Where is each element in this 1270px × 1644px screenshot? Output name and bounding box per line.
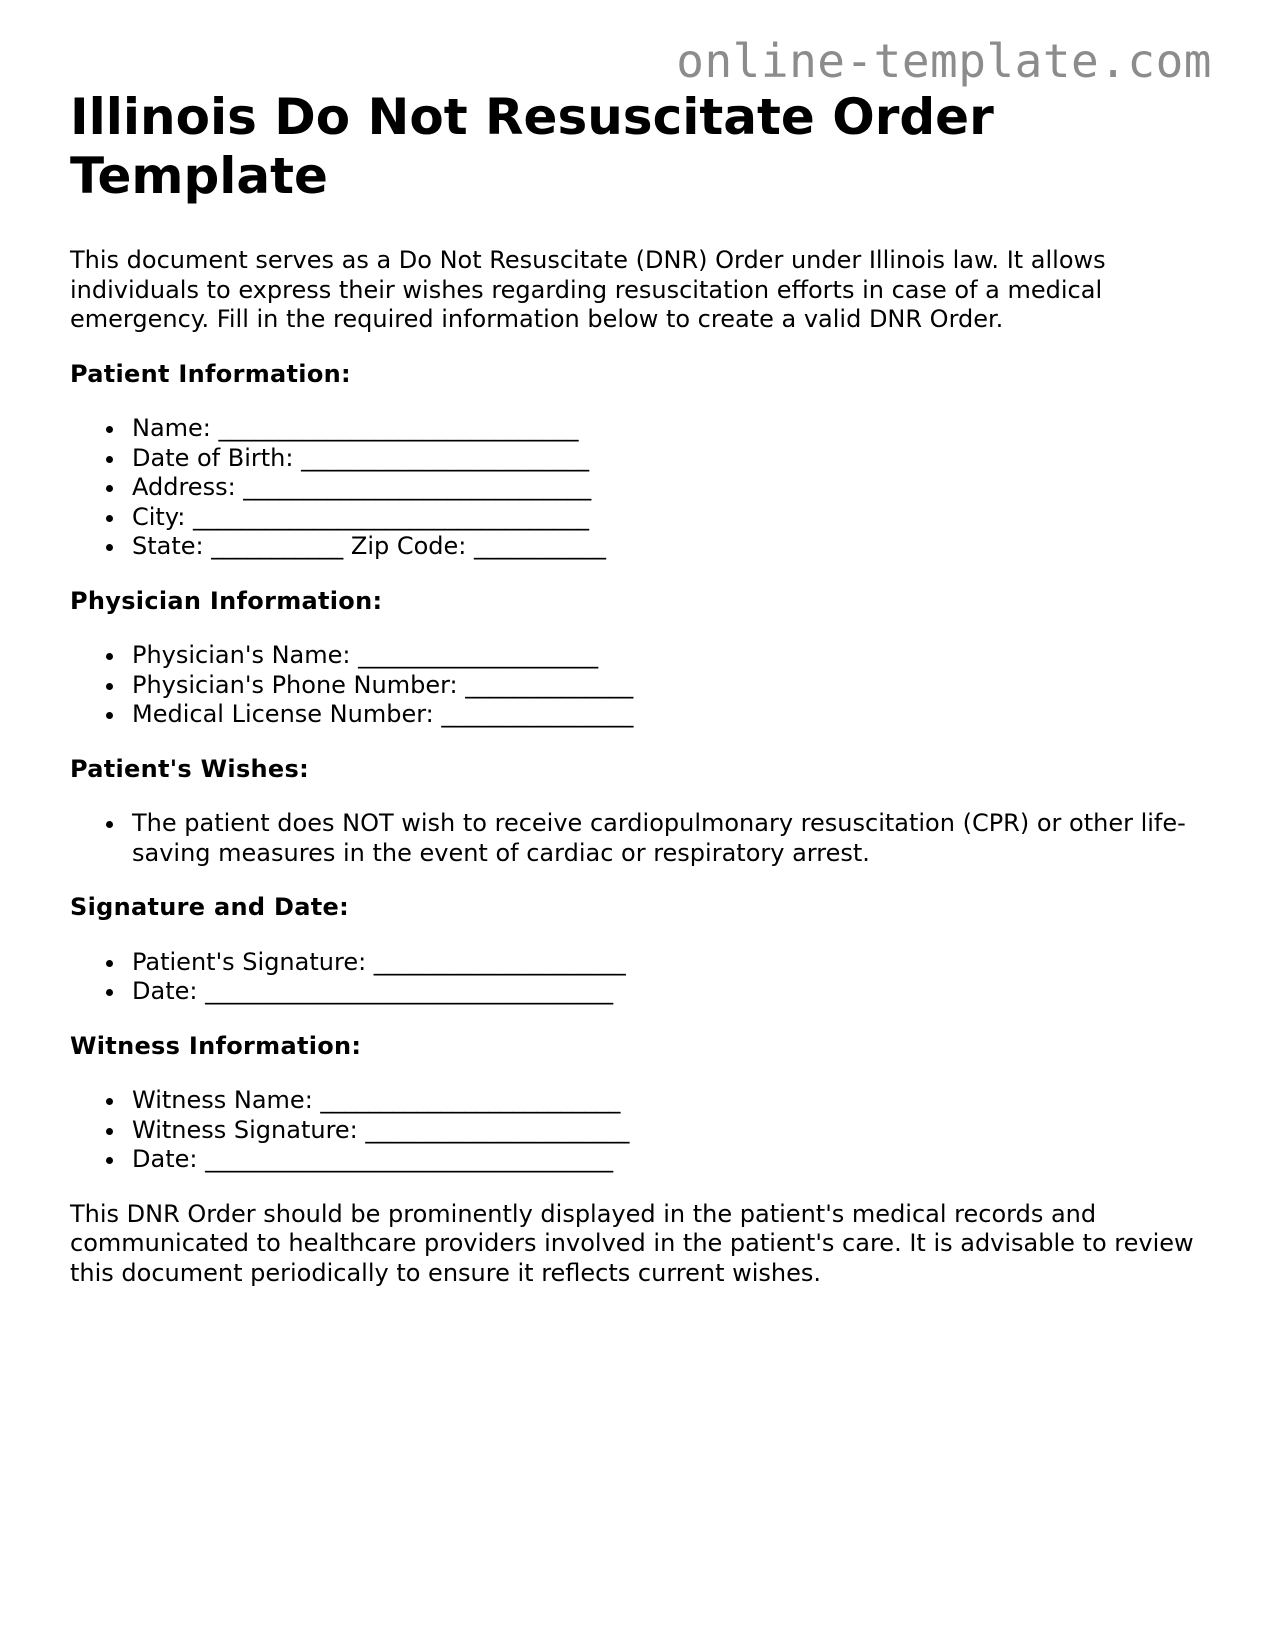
patient-wishes-statement: The patient does NOT wish to receive cardiopulmonary resuscitation (CPR) or other life-saving measures in the event of cardiac or respiratory arrest. — [132, 809, 1210, 868]
physician-name-field: Physician's Name: ____________________ — [132, 641, 1210, 671]
document-page — [70, 88, 1210, 1313]
patient-info-list — [70, 414, 1210, 562]
patient-dob-field: Date of Birth: ________________________ — [132, 444, 1210, 474]
patient-state-zip-field: State: ___________ Zip Code: ___________ — [132, 532, 1210, 562]
intro-paragraph: This document serves as a Do Not Resuscitate (DNR) Order under Illinois law. It allows individuals to express their wishes regarding resuscitation efforts in case of a medical emergency. Fill in the required information below to create a valid DNR Order. — [70, 246, 1106, 333]
medical-license-field: Medical License Number: ________________ — [132, 700, 1210, 730]
patient-wishes-list — [70, 809, 1210, 868]
closing-paragraph: This DNR Order should be prominently displayed in the patient's medical records and communicated to healthcare providers involved in the patient's care. It is advisable to review this document periodically to ensure it reflects current wishes. — [70, 1199, 1194, 1287]
witness-name-field: Witness Name: _________________________ — [132, 1086, 1210, 1116]
watermark: online-template.com — [676, 34, 1212, 88]
physician-info-heading: Physician Information: — [70, 586, 383, 615]
physician-phone-field: Physician's Phone Number: ______________ — [132, 671, 1210, 701]
signature-date-field: Date: __________________________________ — [132, 977, 1210, 1007]
patient-signature-field: Patient's Signature: _____________________ — [132, 948, 1210, 978]
signature-date-list — [70, 948, 1210, 1007]
patient-city-field: City: _________________________________ — [132, 503, 1210, 533]
page-title: Illinois Do Not Resuscitate Order Template — [70, 88, 994, 205]
patient-wishes-heading: Patient's Wishes: — [70, 754, 309, 783]
patient-name-field: Name: ______________________________ — [132, 414, 1210, 444]
witness-date-field: Date: __________________________________ — [132, 1145, 1210, 1175]
witness-info-heading: Witness Information: — [70, 1031, 362, 1060]
patient-address-field: Address: _____________________________ — [132, 473, 1210, 503]
witness-signature-field: Witness Signature: ______________________ — [132, 1116, 1210, 1146]
witness-info-list — [70, 1086, 1210, 1175]
physician-info-list — [70, 641, 1210, 730]
patient-info-heading: Patient Information: — [70, 359, 351, 388]
signature-date-heading: Signature and Date: — [70, 893, 349, 921]
